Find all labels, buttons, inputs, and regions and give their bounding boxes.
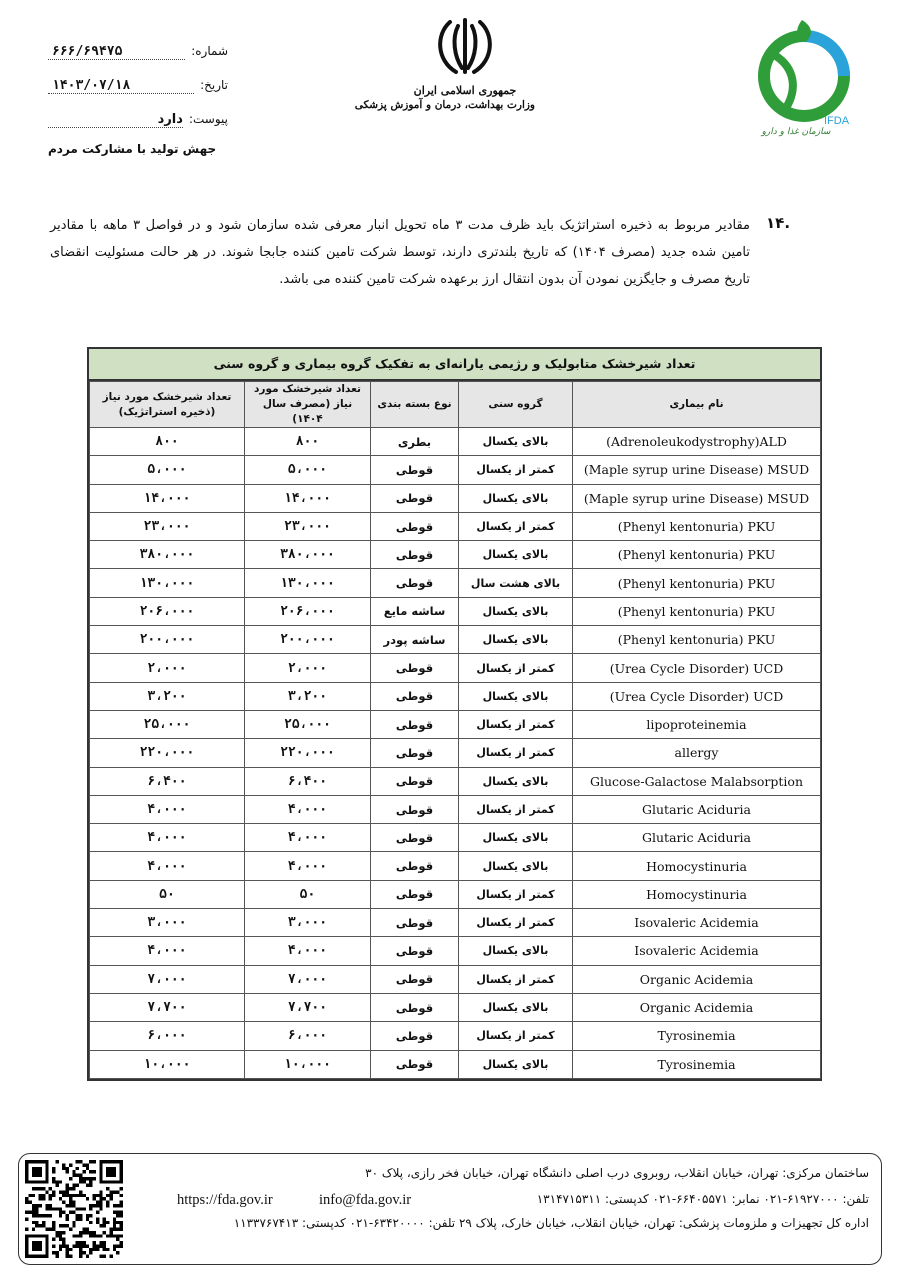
row-age-group: کمتر از یکسال bbox=[459, 965, 573, 993]
row-need-strategic: ۴،۰۰۰ bbox=[90, 824, 245, 852]
row-disease: Homocystinuria bbox=[573, 852, 821, 880]
row-package-type: قوطی bbox=[371, 965, 459, 993]
row-package-type: ساشه پودر bbox=[371, 626, 459, 654]
paragraph-number: .۱۴ bbox=[766, 214, 791, 232]
row-need-1404: ۴،۰۰۰ bbox=[245, 937, 371, 965]
row-need-1404: ۱۴،۰۰۰ bbox=[245, 484, 371, 512]
table-body bbox=[90, 428, 821, 1079]
table-row bbox=[90, 569, 821, 597]
table-row bbox=[90, 710, 821, 738]
row-age-group: بالای یکسال bbox=[459, 626, 573, 654]
row-need-1404: ۸۰۰ bbox=[245, 428, 371, 456]
row-package-type: قوطی bbox=[371, 682, 459, 710]
table-title: تعداد شیرخشک متابولیک و رژیمی یارانه‌ای به تفکیک گروه بیماری و گروه سنی bbox=[89, 349, 820, 381]
row-need-strategic: ۲،۰۰۰ bbox=[90, 654, 245, 682]
table-row bbox=[90, 795, 821, 823]
table-row bbox=[90, 1022, 821, 1050]
row-package-type: قوطی bbox=[371, 512, 459, 540]
row-need-strategic: ۱۳۰،۰۰۰ bbox=[90, 569, 245, 597]
row-need-1404: ۲۵،۰۰۰ bbox=[245, 710, 371, 738]
row-need-1404: ۲۲۰،۰۰۰ bbox=[245, 739, 371, 767]
row-disease: Glutaric Aciduria bbox=[573, 824, 821, 852]
row-disease: Homocystinuria bbox=[573, 880, 821, 908]
table-row bbox=[90, 541, 821, 569]
table-row bbox=[90, 654, 821, 682]
row-need-strategic: ۴،۰۰۰ bbox=[90, 852, 245, 880]
row-need-strategic: ۲۳،۰۰۰ bbox=[90, 512, 245, 540]
row-need-strategic: ۸۰۰ bbox=[90, 428, 245, 456]
header-age: گروه سنی bbox=[459, 382, 573, 428]
table-row bbox=[90, 597, 821, 625]
row-package-type: قوطی bbox=[371, 1050, 459, 1078]
table-row bbox=[90, 993, 821, 1021]
number-value: ۶۶۶/۶۹۴۷۵ bbox=[48, 44, 185, 60]
row-age-group: بالای یکسال bbox=[459, 824, 573, 852]
row-age-group: کمتر از یکسال bbox=[459, 1022, 573, 1050]
header-need-1404: تعداد شیرخشک مورد نیاز (مصرف سال ۱۴۰۴) bbox=[245, 382, 371, 428]
qr-code-icon bbox=[25, 1160, 123, 1258]
formula-table bbox=[87, 347, 822, 1081]
row-age-group: کمتر از یکسال bbox=[459, 512, 573, 540]
row-disease: (Phenyl kentonuria) PKU bbox=[573, 512, 821, 540]
row-need-1404: ۲۰۰،۰۰۰ bbox=[245, 626, 371, 654]
row-need-strategic: ۷،۷۰۰ bbox=[90, 993, 245, 1021]
row-need-1404: ۷،۷۰۰ bbox=[245, 993, 371, 1021]
row-package-type: قوطی bbox=[371, 767, 459, 795]
row-disease: (Phenyl kentonuria) PKU bbox=[573, 569, 821, 597]
row-package-type: قوطی bbox=[371, 739, 459, 767]
footer-equipment-office: اداره کل تجهیزات و ملزومات پزشکی: تهران، خیابان انقلاب، خیابان خارک، پلاک ۲۹ تلفن: ۶۳۴۲۰۰۰۰-۰۲۱ کدپستی: ۱۱۳۳۷۶۷۴۱۳ bbox=[233, 1216, 869, 1230]
number-label: شماره: bbox=[191, 44, 228, 58]
row-package-type: قوطی bbox=[371, 541, 459, 569]
row-package-type: قوطی bbox=[371, 824, 459, 852]
row-need-strategic: ۶،۴۰۰ bbox=[90, 767, 245, 795]
date-row bbox=[48, 78, 228, 112]
row-age-group: کمتر از یکسال bbox=[459, 880, 573, 908]
table-row bbox=[90, 512, 821, 540]
row-disease: (Maple syrup urine Disease) MSUD bbox=[573, 456, 821, 484]
row-package-type: قوطی bbox=[371, 456, 459, 484]
row-need-strategic: ۴،۰۰۰ bbox=[90, 795, 245, 823]
table-row bbox=[90, 767, 821, 795]
row-need-strategic: ۵۰ bbox=[90, 880, 245, 908]
row-disease: allergy bbox=[573, 739, 821, 767]
row-disease: lipoproteinemia bbox=[573, 710, 821, 738]
emblem-line1: جمهوری اسلامی ایران bbox=[413, 84, 517, 97]
row-package-type: قوطی bbox=[371, 852, 459, 880]
table-row bbox=[90, 1050, 821, 1078]
row-age-group: بالای یکسال bbox=[459, 484, 573, 512]
row-package-type: قوطی bbox=[371, 654, 459, 682]
row-need-strategic: ۷،۰۰۰ bbox=[90, 965, 245, 993]
slogan: جهش تولید با مشارکت مردم bbox=[48, 142, 217, 156]
row-age-group: بالای یکسال bbox=[459, 428, 573, 456]
row-age-group: کمتر از یکسال bbox=[459, 795, 573, 823]
row-need-1404: ۱۰،۰۰۰ bbox=[245, 1050, 371, 1078]
row-need-1404: ۲۰۶،۰۰۰ bbox=[245, 597, 371, 625]
attachment-label: پیوست: bbox=[188, 112, 228, 126]
row-disease: Organic Acidemia bbox=[573, 965, 821, 993]
date-label: تاریخ: bbox=[200, 78, 228, 92]
row-need-1404: ۴،۰۰۰ bbox=[245, 824, 371, 852]
row-disease: (Maple syrup urine Disease) MSUD bbox=[573, 484, 821, 512]
row-need-1404: ۲،۰۰۰ bbox=[245, 654, 371, 682]
row-disease: Organic Acidemia bbox=[573, 993, 821, 1021]
logo-abbr: IFDA bbox=[824, 115, 850, 126]
row-need-1404: ۵،۰۰۰ bbox=[245, 456, 371, 484]
header-package: نوع بسته بندی bbox=[371, 382, 459, 428]
row-need-strategic: ۳۸۰،۰۰۰ bbox=[90, 541, 245, 569]
row-need-strategic: ۲۰۶،۰۰۰ bbox=[90, 597, 245, 625]
row-disease: (Phenyl kentonuria) PKU bbox=[573, 541, 821, 569]
row-age-group: بالای یکسال bbox=[459, 682, 573, 710]
row-need-1404: ۵۰ bbox=[245, 880, 371, 908]
row-age-group: بالای هشت سال bbox=[459, 569, 573, 597]
row-package-type: قوطی bbox=[371, 710, 459, 738]
row-age-group: کمتر از یکسال bbox=[459, 456, 573, 484]
paragraph-text: مقادیر مربوط به ذخیره استراتژیک باید ظرف مدت ۳ ماه تحویل انبار معرفی شده سازمان شود و در فواصل ۳ ماهه با مقادیر تامین شده جدید (مصرف ۱۴۰۴) که تاریخ بلندتری دارند، توسط شرکت تامین کننده جابجا شوند. در هر حالت مسئولیت انقضای تاریخ مصرف و جایگزین نمودن آن بدون انتقال ارز برعهده شرکت تامین کننده می باشد. bbox=[50, 218, 750, 287]
table-row bbox=[90, 965, 821, 993]
table-row bbox=[90, 428, 821, 456]
table-row bbox=[90, 824, 821, 852]
row-disease: (Phenyl kentonuria) PKU bbox=[573, 597, 821, 625]
ifda-logo-icon bbox=[736, 16, 866, 126]
row-need-strategic: ۲۰۰،۰۰۰ bbox=[90, 626, 245, 654]
row-disease: (Urea Cycle Disorder) UCD bbox=[573, 682, 821, 710]
header-need-strategic: تعداد شیرخشک مورد نیاز (ذخیره استراتژیک) bbox=[90, 382, 245, 428]
row-need-strategic: ۴،۰۰۰ bbox=[90, 937, 245, 965]
row-disease: (Urea Cycle Disorder) UCD bbox=[573, 654, 821, 682]
footer-address: ساختمان مرکزی: تهران، خیابان انقلاب، روبروی درب اصلی دانشگاه تهران، خیابان فخر رازی، پلاک ۳۰ bbox=[365, 1166, 869, 1180]
row-package-type: قوطی bbox=[371, 880, 459, 908]
row-need-1404: ۴،۰۰۰ bbox=[245, 795, 371, 823]
footer-phones: تلفن: ۶۱۹۲۷۰۰۰-۰۲۱ نمابر: ۶۶۴۰۵۵۷۱-۰۲۱ کدپستی: ۱۳۱۴۷۱۵۳۱۱ bbox=[536, 1192, 869, 1206]
table-header-row bbox=[90, 382, 821, 428]
emblem-line2: وزارت بهداشت، درمان و آموزش پزشکی bbox=[354, 99, 535, 111]
iran-emblem bbox=[354, 16, 535, 111]
table-row bbox=[90, 682, 821, 710]
attachment-row bbox=[48, 112, 228, 146]
row-age-group: بالای یکسال bbox=[459, 1050, 573, 1078]
footer-email[interactable]: info@fda.gov.ir bbox=[319, 1192, 412, 1208]
row-disease: Isovaleric Acidemia bbox=[573, 937, 821, 965]
row-need-1404: ۶،۴۰۰ bbox=[245, 767, 371, 795]
row-disease: (Phenyl kentonuria) PKU bbox=[573, 626, 821, 654]
table-row bbox=[90, 484, 821, 512]
row-need-strategic: ۲۲۰،۰۰۰ bbox=[90, 739, 245, 767]
row-package-type: قوطی bbox=[371, 1022, 459, 1050]
row-age-group: کمتر از یکسال bbox=[459, 654, 573, 682]
row-need-1404: ۴،۰۰۰ bbox=[245, 852, 371, 880]
row-need-strategic: ۳،۰۰۰ bbox=[90, 909, 245, 937]
row-package-type: قوطی bbox=[371, 937, 459, 965]
row-disease: Isovaleric Acidemia bbox=[573, 909, 821, 937]
table-row bbox=[90, 626, 821, 654]
row-need-strategic: ۳،۲۰۰ bbox=[90, 682, 245, 710]
row-need-strategic: ۶،۰۰۰ bbox=[90, 1022, 245, 1050]
row-need-1404: ۱۳۰،۰۰۰ bbox=[245, 569, 371, 597]
table-row bbox=[90, 852, 821, 880]
footer-website[interactable]: https://fda.gov.ir bbox=[177, 1192, 273, 1208]
row-age-group: بالای یکسال bbox=[459, 541, 573, 569]
row-need-strategic: ۲۵،۰۰۰ bbox=[90, 710, 245, 738]
row-package-type: بطری bbox=[371, 428, 459, 456]
row-package-type: ساشه مایع bbox=[371, 597, 459, 625]
date-value: ۱۴۰۳/۰۷/۱۸ bbox=[48, 78, 194, 94]
row-need-1404: ۳،۲۰۰ bbox=[245, 682, 371, 710]
row-age-group: بالای یکسال bbox=[459, 993, 573, 1021]
row-disease: Glucose-Galactose Malabsorption bbox=[573, 767, 821, 795]
row-package-type: قوطی bbox=[371, 484, 459, 512]
row-disease: Tyrosinemia bbox=[573, 1022, 821, 1050]
table-row bbox=[90, 880, 821, 908]
row-need-1404: ۲۳،۰۰۰ bbox=[245, 512, 371, 540]
row-package-type: قوطی bbox=[371, 795, 459, 823]
row-need-1404: ۷،۰۰۰ bbox=[245, 965, 371, 993]
row-disease: Glutaric Aciduria bbox=[573, 795, 821, 823]
row-disease: (Adrenoleukodystrophy)ALD bbox=[573, 428, 821, 456]
ifda-logo bbox=[736, 16, 866, 141]
attachment-value: دارد bbox=[48, 112, 183, 128]
row-package-type: قوطی bbox=[371, 909, 459, 937]
row-age-group: کمتر از یکسال bbox=[459, 909, 573, 937]
table-row bbox=[90, 739, 821, 767]
table-row bbox=[90, 937, 821, 965]
row-need-strategic: ۱۴،۰۰۰ bbox=[90, 484, 245, 512]
letter-meta bbox=[48, 44, 228, 146]
data-table bbox=[89, 381, 821, 1079]
row-disease: Tyrosinemia bbox=[573, 1050, 821, 1078]
row-age-group: کمتر از یکسال bbox=[459, 710, 573, 738]
row-package-type: قوطی bbox=[371, 993, 459, 1021]
number-row bbox=[48, 44, 228, 78]
row-need-1404: ۶،۰۰۰ bbox=[245, 1022, 371, 1050]
row-need-1404: ۳،۰۰۰ bbox=[245, 909, 371, 937]
row-age-group: بالای یکسال bbox=[459, 767, 573, 795]
header-disease: نام بیماری bbox=[573, 382, 821, 428]
row-age-group: بالای یکسال bbox=[459, 597, 573, 625]
row-need-strategic: ۱۰،۰۰۰ bbox=[90, 1050, 245, 1078]
row-age-group: کمتر از یکسال bbox=[459, 739, 573, 767]
emblem-icon bbox=[430, 16, 500, 78]
row-age-group: بالای یکسال bbox=[459, 937, 573, 965]
row-need-strategic: ۵،۰۰۰ bbox=[90, 456, 245, 484]
table-row bbox=[90, 456, 821, 484]
row-need-1404: ۳۸۰،۰۰۰ bbox=[245, 541, 371, 569]
row-package-type: قوطی bbox=[371, 569, 459, 597]
footer bbox=[18, 1153, 882, 1265]
table-row bbox=[90, 909, 821, 937]
logo-caption: سازمان غذا و دارو bbox=[761, 127, 831, 137]
row-age-group: بالای یکسال bbox=[459, 852, 573, 880]
